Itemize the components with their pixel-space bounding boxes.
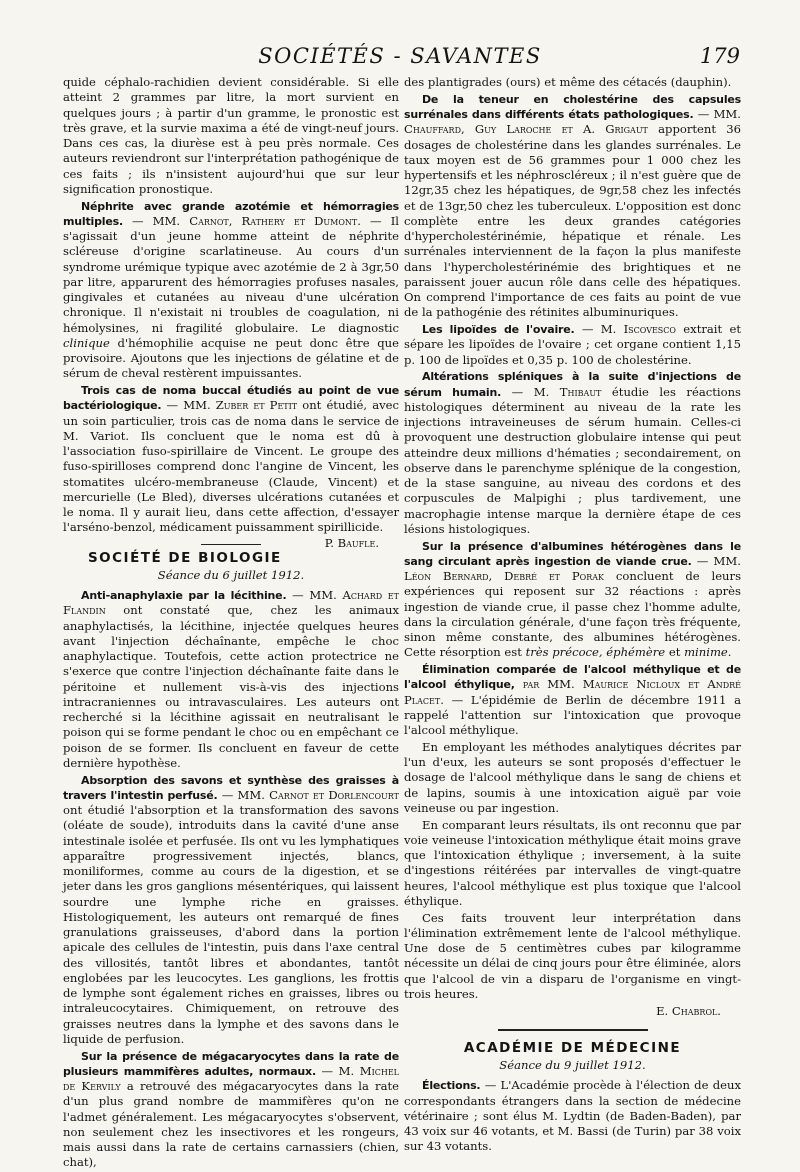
article-text: apportent 36 dosages de cholestérine dans les glandes surrénales. Le taux moyen est de 56 grammes pour 1 000 chez les hypertensifs et les néphroscléreux ; il n'est guère que de 12gr,35 chez les hépatiques, de 9gr,58 chez les infectés et de 13gr,50 chez les tuberculeux. L'opposition est donc complète entre les deux grandes catégories d'hypercholestérinémie, hépatique et rénale. Les surrénales interviennent de la façon la plus manifeste dans l'hypercholestérinémie des brightiques et ne paraissent jouer aucun rôle dans celle des hépatiques. On comprend l'importance de ces faits au point de vue de la pathogénie des rétinites albuminuriques. xyxy=(404,122,742,320)
section-divider xyxy=(498,1029,648,1031)
article-text: étudie les réactions histologiques déterminent au niveau de la rate les injections intraveineuses de sérum humain. Celles-ci provoquent une destruction globulaire intense qui peut atteindre deux millions d'hématies ; secondairement, on observe dans le parenchyme splénique de la congestion, de la stase sanguine, au niveau des cordons et des corpuscules de Malpighi ; plus tardivement, une macrophagie intense marque la dernière étape de ces lésions histologiques. xyxy=(404,384,742,536)
article-title: Les lipoïdes de l'ovaire. xyxy=(422,323,575,336)
page-header xyxy=(60,44,740,74)
article-italic: très précoce, éphémère xyxy=(525,645,666,660)
article-cholesterine xyxy=(404,92,741,321)
article-text: ont étudié, avec un soin particulier, trois cas de noma dans le service de M. Variot. Ils concluent que le noma est dû à l'association fuso-spirillaire de Vincent. Le groupe des fuso-spirilloses comprend donc l'angine de Vincent, les stomatites ulcéro-membraneuse (Claude, Vincent) et mercurielle (Le Bled), diverses ulcérations cutanées et le noma. Il y aurait lieu, dans cette affection, d'essayer l'arséno-benzol, médicament puissamment spirillicide. xyxy=(63,398,400,535)
article-text: ont constaté que, chez les animaux anaphylactisés, la lécithine, injectée quelques heures avant l'injection déchaînante, empêche le choc anaphylactique. Toutefois, cette action protectrice ne s'exerce que contre l'injection déchaînante faite dans le péritoine et nullement vis-à-vis des injections intracraniennes ou intravasculaires. Les auteurs ont recherché si la lécithine agissait en neutralisant le poison qui se forme pendant le choc ou en empêchant ce poison de se former. Ils concluent en faveur de cette dernière hypothèse. xyxy=(63,603,399,770)
article-paragraph: En employant les méthodes analytiques décrites par l'un d'eux, les auteurs se sont proposés d'effectuer le dosage de l'alcool méthylique dans le sang de chiens et de lapins, soumis à une intoxication aiguë par voie veineuse ou par ingestion. xyxy=(404,739,741,815)
article-authors: par MM. Maurice Nicloux et André Placet. xyxy=(404,677,742,707)
signature: P. Baufle. xyxy=(324,535,379,550)
section-divider xyxy=(201,544,261,545)
article-authors: — MM. Carnot, Rathery et Dumont. xyxy=(132,213,361,228)
article-savons xyxy=(63,773,399,1048)
paragraph-continuation: quide céphalo-rachidien devient considérable. Si elle atteint 2 grammes par litre, la mort survient en quelques jours ; à partir d'un gramme, le pronostic est très grave, et la survie maxima a été de vingt-neuf jours. Dans ces cas, la diurèse est à peu près normale. Ces auteurs reviendront sur l'interprétation pathogénique de ces faits ; ils n'insistent aujourd'hui que sur leur signification pronostique. xyxy=(63,75,399,196)
article-text: ont étudié l'absorption et la transformation des savons (oléate de soude), introduits dans la cavité d'une anse intestinale isolée et perfusée. Ils ont vu les lymphatiques apparaître progressivement injectés, blancs, moniliformes, comme au cours de la digestion, et se jeter dans les gros ganglions mésentériques, qui laissent sourdre une lymphe riche en graisses. Histologiquement, les auteurs ont remarqué de fines granulations graisseuses, d'abord dans la portion apicale des cellules de l'intestin, puis dans l'axe central des villosités, tantôt libres et abondantes, tantôt englobées par les leucocytes. Les ganglions, les frottis de lymphe sont également riches en graisses, libres ou intraleucocytaires. Chimiquement, on retrouve des graisses neutres dans la lymphe et des savons dans le liquide de perfusion. xyxy=(63,803,399,1046)
article-title: Élections. xyxy=(422,1079,481,1093)
article-authors: — MM. Zuber et Petit xyxy=(166,398,298,413)
article-title: Absorption des savons et synthèse des graisses à travers l'intestin perfusé. xyxy=(63,773,399,802)
right-column xyxy=(404,75,741,1156)
article-italic: clinique xyxy=(63,335,110,350)
article-title: Anti-anaphylaxie par la lécithine. xyxy=(81,589,287,602)
article-title: Altérations spléniques à la suite d'injections de sérum humain. xyxy=(404,370,741,399)
section-title-academie: ACADÉMIE DE MÉDECINE xyxy=(463,1039,682,1056)
article-title: Néphrite avec grande azotémie et hémorragies multiples. xyxy=(63,199,399,228)
article-anaphylaxie xyxy=(63,588,399,771)
article-authors: — MM. Carnot et Dorlencourt xyxy=(221,787,399,802)
article-text: extrait et sépare les lipoïdes de l'ovaire ; cet organe contient 1,15 p. 100 de lipoïdes et 0,35 p. 100 de cholestérine. xyxy=(404,322,742,367)
article-paragraph: En comparant leurs résultats, ils ont reconnu que par voie veineuse l'intoxication méthylique était moins grave que l'intoxication éthylique ; inversement, à la suite d'ingestions réitérées par intervalles de vingt-quatre heures, l'alcool méthylique est plus toxique que l'alcool éthylique. xyxy=(404,817,741,908)
article-authors: — M. Michel de Kervily xyxy=(63,1063,399,1093)
article-alcool xyxy=(404,662,741,738)
article-elections xyxy=(404,1078,741,1154)
article-albumines xyxy=(404,539,741,661)
article-megacaryocytes xyxy=(63,1049,399,1171)
article-text: a retrouvé des mégacaryocytes dans la rate d'un plus grand nombre de mammifères qu'on ne l'admet généralement. Les mégacaryocytes s'observent, non seulement chez les insectivores et les rongeurs, mais aussi dans la rate de certains carnassiers (chien, chat), xyxy=(63,1079,399,1170)
article-text: d'hémophilie acquise ne peut donc être que provisoire. Ajoutons que les injections de gélatine et de sérum de cheval restèrent impuissantes. xyxy=(63,335,399,381)
article-authors: — M. Thibaut xyxy=(511,384,602,399)
section-date-academie: Séance du 9 juillet 1912. xyxy=(499,1058,646,1072)
article-text: — L'Académie procède à l'élection de deux correspondants étrangers dans la section de médecine vétérinaire ; sont élus M. Lydtin (de Baden-Baden), par 43 voix sur 46 votants, et M. Bassi (de Turin) par 38 voix sur 43 votants. xyxy=(404,1078,742,1154)
article-title: De la teneur en cholestérine des capsules surrénales dans différents états pathologiques. xyxy=(404,92,741,121)
article-text: — L'épidémie de Berlin de décembre 1911 a rappelé l'attention sur l'intoxication que provoque l'alcool méthylique. xyxy=(404,692,742,737)
article-authors: — MM. Léon Bernard, Debré et Porak xyxy=(404,553,741,583)
article-authors: — MM. Chauffard, Guy Laroche et A. Grigaut xyxy=(404,107,741,137)
running-title: SOCIÉTÉS - SAVANTES xyxy=(258,44,542,68)
article-title: Élimination comparée de l'alcool méthylique et de l'alcool éthylique, xyxy=(404,663,741,692)
signature: E. Chabrol. xyxy=(656,1003,721,1018)
article-paragraph: Ces faits trouvent leur interprétation dans l'élimination extrêmement lente de l'alcool méthylique. Une dose de 5 centimètres cubes par kilogramme nécessite un délai de cinq jours pour être éliminée, alors que l'alcool de vin a disparu de l'organisme en vingt-trois heures. xyxy=(404,910,741,1001)
article-italic: minime. xyxy=(684,645,732,660)
article-authors: — M. Iscovesco xyxy=(581,322,676,336)
page-number: 179 xyxy=(699,44,740,68)
section-title-biologie: SOCIÉTÉ DE BIOLOGIE xyxy=(87,549,282,566)
article-lipoides xyxy=(404,322,741,368)
article-title: Sur la présence d'albumines hétérogènes dans le sang circulant après ingestion de viande crue. xyxy=(404,539,741,568)
left-column xyxy=(63,75,399,1172)
paragraph-continuation: des plantigrades (ours) et même des cétacés (dauphin). xyxy=(404,75,732,89)
article-noma xyxy=(63,383,400,550)
article-title: Trois cas de noma buccal étudiés au point de vue bactériologique. xyxy=(63,384,399,413)
article-authors: — MM. Achard et Flandin xyxy=(63,588,399,618)
article-text: — Il s'agissait d'un jeune homme atteint de néphrite scléreuse d'origine scarlatineuse. Au cours d'un syndrome urémique typique avec azotémie de 2 à 3gr,50 par litre, apparurent des hémorragies profuses nasales, gingivales et cutanées au niveau d'une ulcération chronique. Il n'existait ni troubles de coagulation, ni hémolysines, ni fragilité globulaire. Le diagnostic xyxy=(63,213,399,335)
article-nephrite xyxy=(63,199,399,382)
article-title: Sur la présence de mégacaryocytes dans la rate de plusieurs mammifères adultes, normaux. xyxy=(63,1049,399,1078)
section-date-biologie: Séance du 6 juillet 1912. xyxy=(157,567,305,582)
article-text: et xyxy=(668,645,681,660)
article-text: concluent de leurs expériences qui reposent sur 32 réactions : après ingestion de viande crue, il passe chez l'homme adulte, dans la circulation générale, d'une façon très fréquente, sinon même constante, des albumines hétérogènes. Cette résorption est xyxy=(404,569,742,660)
article-alterations xyxy=(404,369,741,537)
